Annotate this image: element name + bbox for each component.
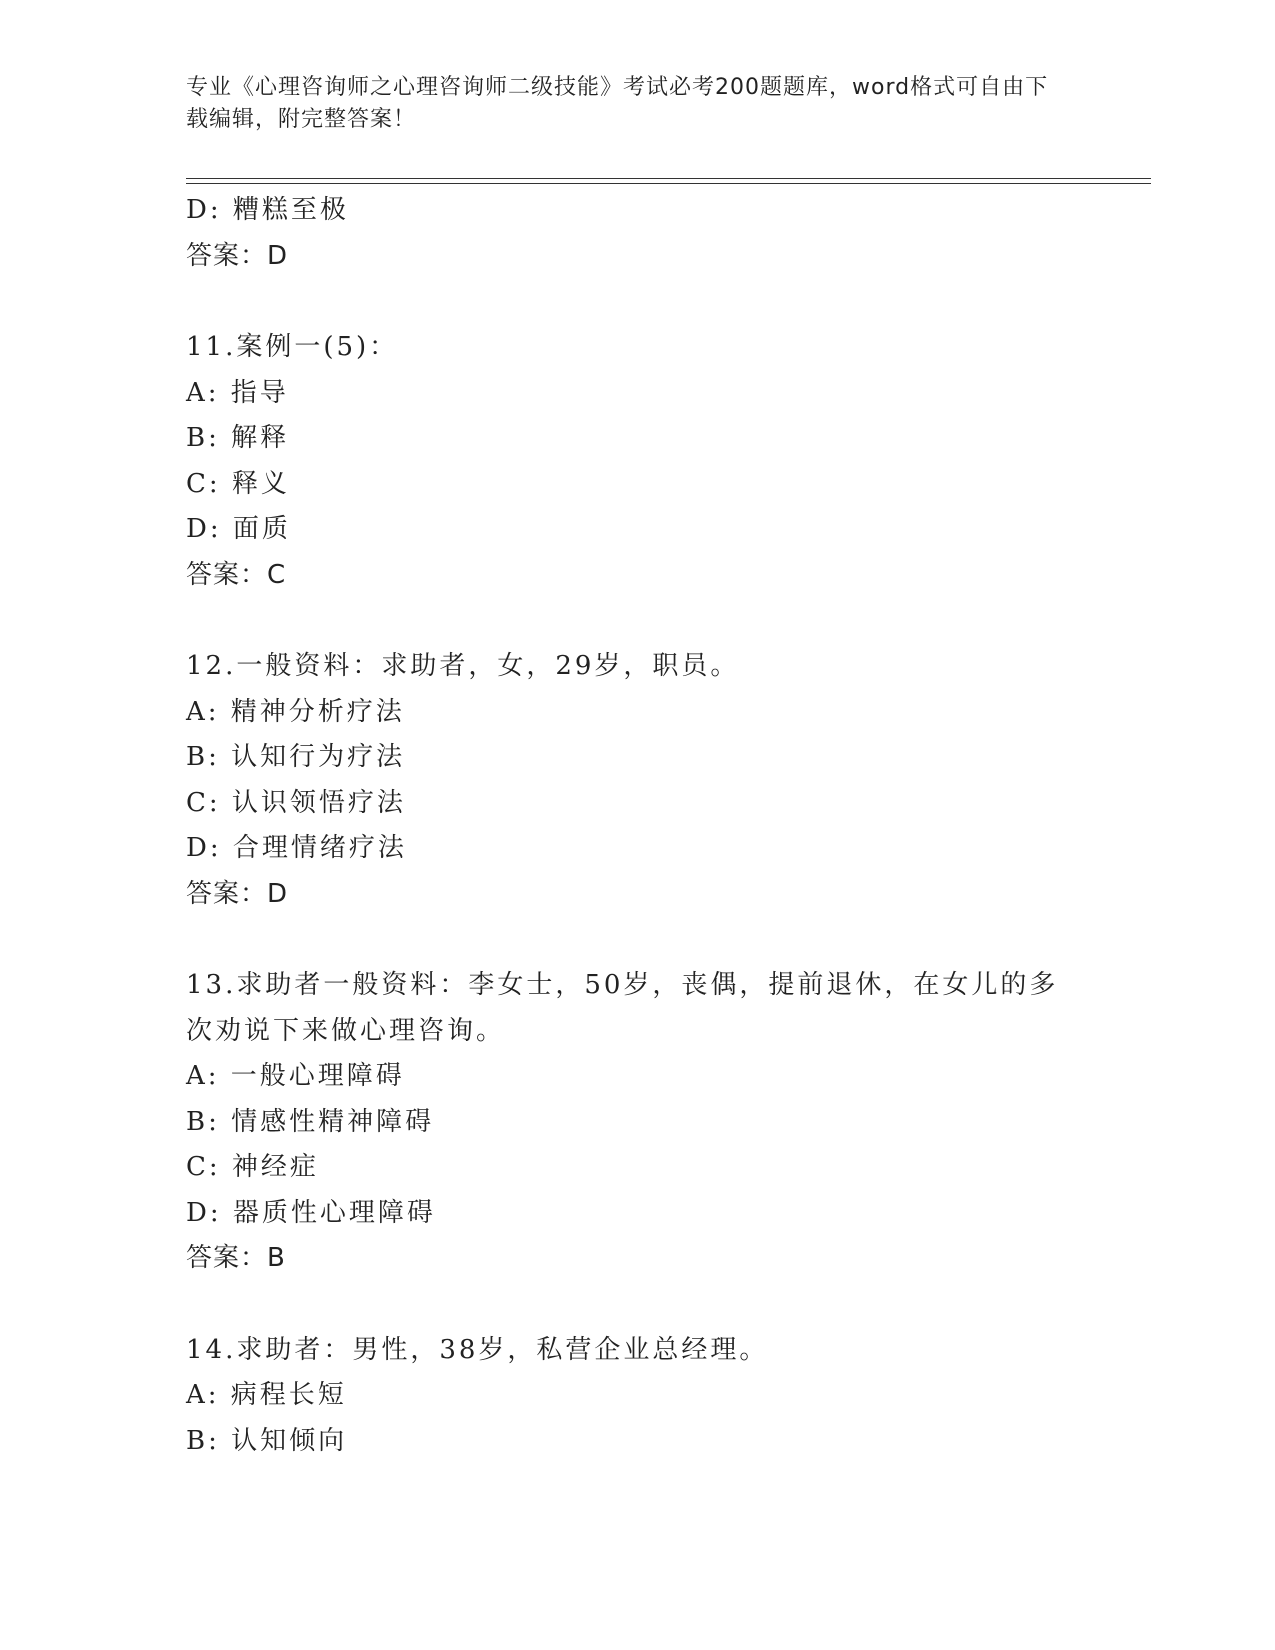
question-12-option-a: A: 精神分析疗法 <box>186 696 405 727</box>
question-11-option-b: B: 解释 <box>186 423 290 453</box>
question-12-answer: 答案：D <box>186 878 289 909</box>
question-14-option-b: B: 认知倾向 <box>186 1425 348 1456</box>
question-12-option-b: B: 认知行为疗法 <box>186 742 406 772</box>
document-header: 专业《心理咨询师之心理咨询师二级技能》考试必考200题题库，word格式可自由下载编辑，附完整答案！ <box>186 75 1049 132</box>
question-list <box>186 188 1086 1464</box>
question-11-answer: 答案：C <box>186 559 287 590</box>
question-13-option-c: C: 神经症 <box>186 1152 319 1182</box>
question-12-stem: 12.一般资料：求助者，女，29岁，职员。 <box>186 651 740 681</box>
prev-option-d: D: 糟糕至极 <box>186 195 349 225</box>
question-11-stem: 11.案例一(5)： <box>186 332 399 362</box>
question-14-option-a: A: 病程长短 <box>186 1380 347 1410</box>
header-divider-top <box>186 178 1151 179</box>
question-14-stem: 14.求助者：男性，38岁，私营企业总经理。 <box>186 1334 769 1365</box>
question-13-option-d: D: 器质性心理障碍 <box>186 1197 436 1228</box>
question-13-option-a: A: 一般心理障碍 <box>186 1061 405 1091</box>
question-11-option-d: D: 面质 <box>186 514 291 544</box>
question-13-answer: 答案：B <box>186 1243 286 1273</box>
header-divider-bottom <box>186 183 1151 184</box>
question-11-option-a: A: 指导 <box>186 377 289 408</box>
question-13-stem: 13.求助者一般资料：李女士，50岁，丧偶，提前退休，在女儿的多次劝说下来做心理咨询。 <box>186 970 1059 1046</box>
question-12-option-c: C: 认识领悟疗法 <box>186 787 406 818</box>
question-11-option-c: C: 释义 <box>186 468 290 499</box>
question-12-option-d: D: 合理情绪疗法 <box>186 833 407 863</box>
prev-answer: 答案：D <box>186 240 289 271</box>
question-13-option-b: B: 情感性精神障碍 <box>186 1106 435 1137</box>
